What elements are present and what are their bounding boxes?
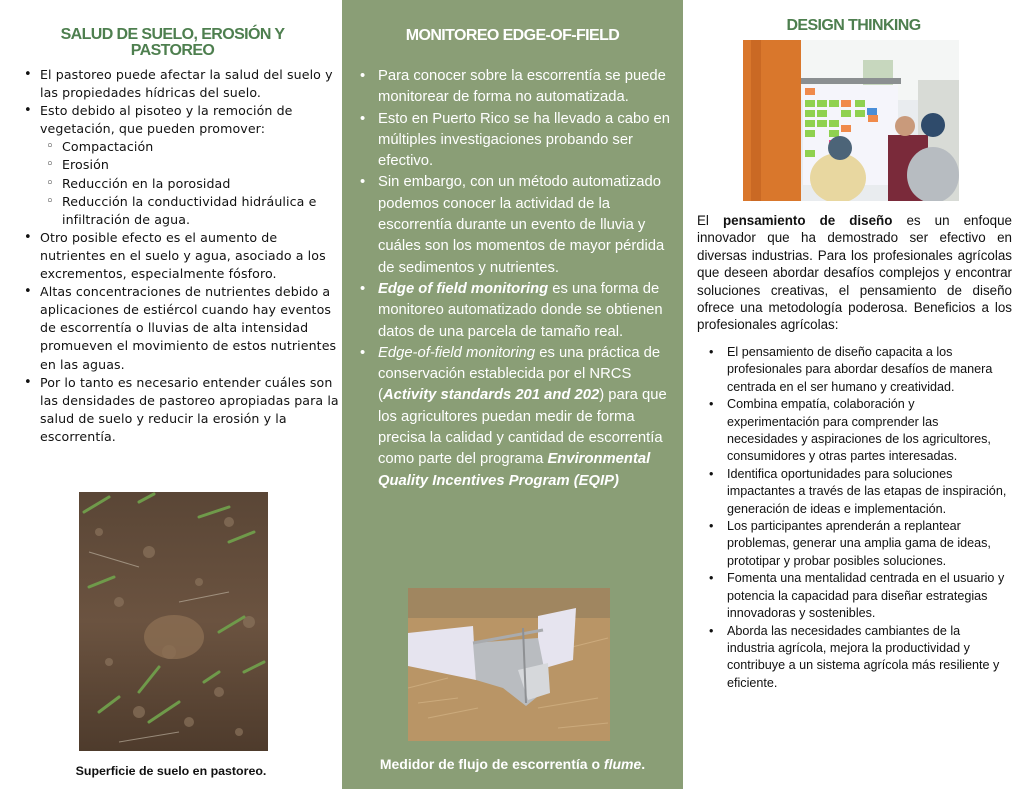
sub-list-item: ◦ Erosión — [44, 156, 340, 174]
list-item: • El pastoreo puede afectar la salud del suelo y las propiedades hídricas del suelo. — [22, 66, 340, 102]
flume-photo-illustration — [408, 588, 610, 741]
list-item: • Fomenta una mentalidad centrada en el usuario y potencia la capacidad para diseñar estrategias innovadoras y sostenibles. — [705, 570, 1010, 622]
emphasis-text: Edge of field monitoring — [378, 280, 549, 297]
intro-text: es un enfoque innovador que ha demostrado ser efectivo en diversas industrias. Para los profesionales agrícolas que deseen abordar desafíos complejos y encontrar soluciones creativas, el pensamiento de diseño ofrece una metodología poderosa. Beneficios a los profesionales agrícolas: — [697, 213, 1012, 333]
caption-emphasis: flume — [603, 756, 642, 772]
sub-list — [40, 138, 340, 228]
emphasis-text: Activity standards 201 and 202 — [382, 387, 600, 404]
list-item: • Sin embargo, con un método automatizado podemos conocer la actividad de la escorrentía durante un evento de lluvia y cuáles son los momentos de mayor pérdida de sedimentos y nutrientes. — [358, 172, 678, 278]
edge-of-field-list — [358, 66, 678, 492]
list-item: • El pensamiento de diseño capacita a los profesionales para abordar desafíos de manera centrada en el ser humano y creatividad. — [705, 344, 1010, 396]
list-item: • Para conocer sobre la escorrentía se puede monitorear de forma no automatizada. — [358, 66, 678, 109]
list-item: • Otro posible efecto es el aumento de nutrientes en el suelo y agua, asociado a los excrementos, especialmente fósforo. — [22, 229, 340, 283]
list-item — [358, 343, 678, 492]
design-thinking-benefits-list — [705, 344, 1010, 692]
list-item — [22, 102, 340, 229]
design-thinking-photo — [743, 40, 959, 201]
list-item-text: ) para que los agricultores puedan medir de forma precisa la calidad y cantidad de escorrentía como parte del programa — [378, 387, 667, 468]
list-item-text: es una forma de monitoreo automatizado donde se obtienen datos de una parcela de tamaño real. — [378, 280, 663, 340]
panel-design-thinking — [683, 0, 1024, 791]
list-item: • Altas concentraciones de nutrientes debido a aplicaciones de estiércol cuando hay eventos de escorrentía o lluvias de alta intensidad promueven el movimiento de estos nutrientes en las aguas. — [22, 283, 340, 373]
design-thinking-photo-illustration — [743, 40, 959, 201]
design-thinking-intro — [697, 212, 1012, 334]
soil-photo-caption: Superficie de suelo en pastoreo. — [75, 764, 267, 778]
list-item: • Aborda las necesidades cambiantes de la industria agrícola, mejora la productividad y contribuye a un sistema agrícola más resiliente y eficiente. — [705, 623, 1010, 693]
soil-health-list — [22, 66, 340, 446]
intro-text: El — [697, 213, 723, 228]
list-item — [358, 279, 678, 343]
list-item: • Combina empatía, colaboración y experimentación para comprender las necesidades y aspiraciones de los agricultores, consumidores y otras partes interesadas. — [705, 396, 1010, 466]
panel-edge-of-field — [342, 0, 683, 789]
flume-photo — [408, 588, 610, 741]
soil-surface-photo — [79, 492, 268, 751]
sub-list-item: ◦ Compactación — [44, 138, 340, 156]
caption-text: . — [641, 756, 646, 772]
list-item: • Identifica oportunidades para soluciones impactantes a través de las etapas de inspiración, generación de ideas e implementación. — [705, 466, 1010, 518]
sub-list-item: ◦ Reducción la conductividad hidráulica e infiltración de agua. — [44, 193, 340, 229]
sub-list-item: ◦ Reducción en la porosidad — [44, 175, 340, 193]
list-item: • Los participantes aprenderán a replantear problemas, generar una amplia gama de ideas, prototipar y probar posibles soluciones. — [705, 518, 1010, 570]
panel-soil-health — [0, 0, 342, 791]
list-item: • Esto en Puerto Rico se ha llevado a cabo en múltiples investigaciones probando ser efectivo. — [358, 109, 678, 173]
intro-emphasis: pensamiento de diseño — [722, 213, 893, 228]
soil-photo-illustration — [79, 492, 268, 751]
section-title-design-thinking: DESIGN THINKING — [786, 17, 921, 34]
list-item-text: es una práctica de conservación establecida por el NRCS ( — [378, 344, 661, 404]
emphasis-text: Environmental Quality Incentives Program (EQIP) — [378, 451, 651, 489]
emphasis-text: Edge-of-field monitoring — [378, 344, 536, 361]
section-title-edge-of-field: MONITOREO EDGE-OF-FIELD — [405, 27, 620, 44]
list-item: • Por lo tanto es necesario entender cuáles son las densidades de pastoreo apropiadas para la salud de suelo y reducir la erosión y la escorrentía. — [22, 374, 340, 446]
list-item-text: Esto debido al pisoteo y la remoción de vegetación, que pueden promover: — [40, 103, 293, 137]
flume-photo-caption — [342, 756, 683, 772]
section-title-soil-health: SALUD DE SUELO, EROSIÓN Y PASTOREO — [60, 26, 285, 59]
caption-text: Medidor de flujo de escorrentía o — [379, 756, 604, 772]
